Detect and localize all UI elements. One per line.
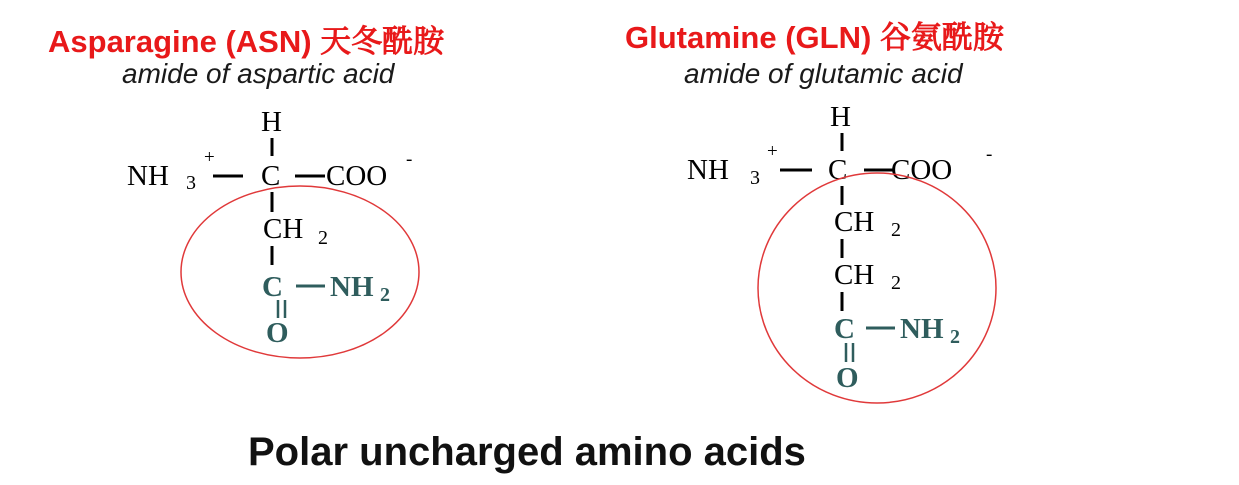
gln-amide-oxygen: O — [836, 362, 859, 394]
asn-ch2-label: CH — [263, 213, 304, 245]
gln-ch2-beta-label: CH — [834, 206, 875, 238]
gln-amide-nh-subscript: 2 — [950, 326, 960, 348]
glutamine-subtitle: amide of glutamic acid — [684, 58, 963, 89]
asn-amide-carbon: C — [262, 271, 283, 303]
asn-amino-charge: + — [204, 147, 215, 168]
asn-carboxylate-label: COO — [326, 160, 388, 192]
gln-carboxylate-charge: - — [986, 144, 993, 165]
gln-amino-nh-label: NH — [687, 154, 729, 186]
gln-ch2-gamma-subscript: 2 — [891, 272, 901, 294]
gln-amide-carbon: C — [834, 313, 855, 345]
asn-amide-highlight-circle — [181, 186, 419, 358]
gln-amino-charge: + — [767, 141, 778, 162]
asn-ch2-subscript: 2 — [318, 227, 328, 249]
gln-ch2-gamma-label: CH — [834, 259, 875, 291]
gln-h-label: H — [830, 101, 851, 133]
asn-amide-nh-label: NH — [330, 271, 374, 303]
asn-amino-nh-label: NH — [127, 160, 169, 192]
asn-amide-oxygen: O — [266, 317, 289, 349]
footer-caption: Polar uncharged amino acids — [248, 430, 806, 474]
asparagine-title: Asparagine (ASN) 天冬酰胺 — [48, 24, 445, 59]
gln-amide-nh-label: NH — [900, 313, 944, 345]
gln-amide-highlight-circle — [758, 173, 996, 403]
asparagine-structure — [127, 106, 419, 358]
asn-amide-nh-subscript: 2 — [380, 284, 390, 306]
asn-h-label: H — [261, 106, 282, 138]
asn-carboxylate-charge: - — [406, 149, 413, 170]
glutamine-title: Glutamine (GLN) 谷氨酰胺 — [625, 20, 1004, 55]
gln-carboxylate-label: COO — [891, 154, 953, 186]
gln-alpha-carbon: C — [828, 154, 848, 186]
asparagine-subtitle: amide of aspartic acid — [122, 58, 395, 89]
asn-alpha-carbon: C — [261, 160, 281, 192]
glutamine-structure — [687, 101, 996, 403]
asn-amino-subscript: 3 — [186, 172, 196, 194]
gln-amino-subscript: 3 — [750, 167, 760, 189]
gln-ch2-beta-subscript: 2 — [891, 219, 901, 241]
